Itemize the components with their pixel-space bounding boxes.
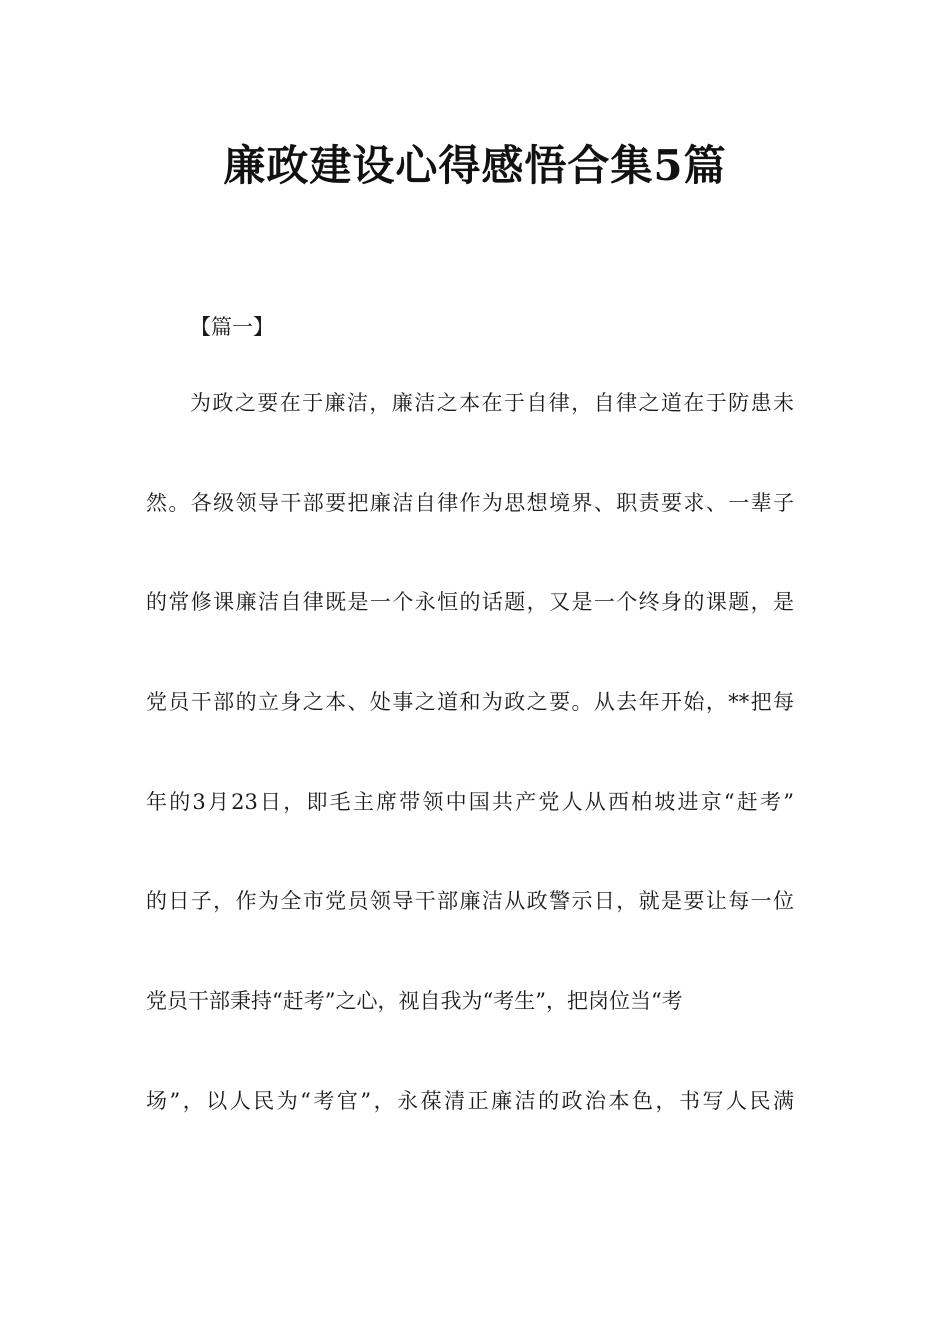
paragraph-line: 党员干部的立身之本、处事之道和为政之要。从去年开始，**把每 [146,690,794,714]
document-title: 廉政建设心得感悟合集5篇 [223,141,727,190]
paragraph-line: 年的3月23日，即毛主席带领中国共产党人从西柏坡进京“赶考” [146,790,794,814]
paragraph-line: 的常修课廉洁自律既是一个永恒的话题，又是一个终身的课题，是 [146,590,794,614]
paragraph-line: 党员干部秉持“赶考”之心，视自我为“考生”，把岗位当“考 [146,989,683,1013]
paragraph-line: 为政之要在于廉洁，廉洁之本在于自律，自律之道在于防患未 [190,391,794,415]
paragraph-line: 场”，以人民为“考官”，永葆清正廉洁的政治本色，书写人民满 [146,1089,794,1113]
paragraph-line: 然。各级领导干部要把廉洁自律作为思想境界、职责要求、一辈子 [146,491,794,515]
section-heading: 【篇一】 [190,315,274,339]
paragraph-line: 的日子，作为全市党员领导干部廉洁从政警示日，就是要让每一位 [146,889,794,913]
